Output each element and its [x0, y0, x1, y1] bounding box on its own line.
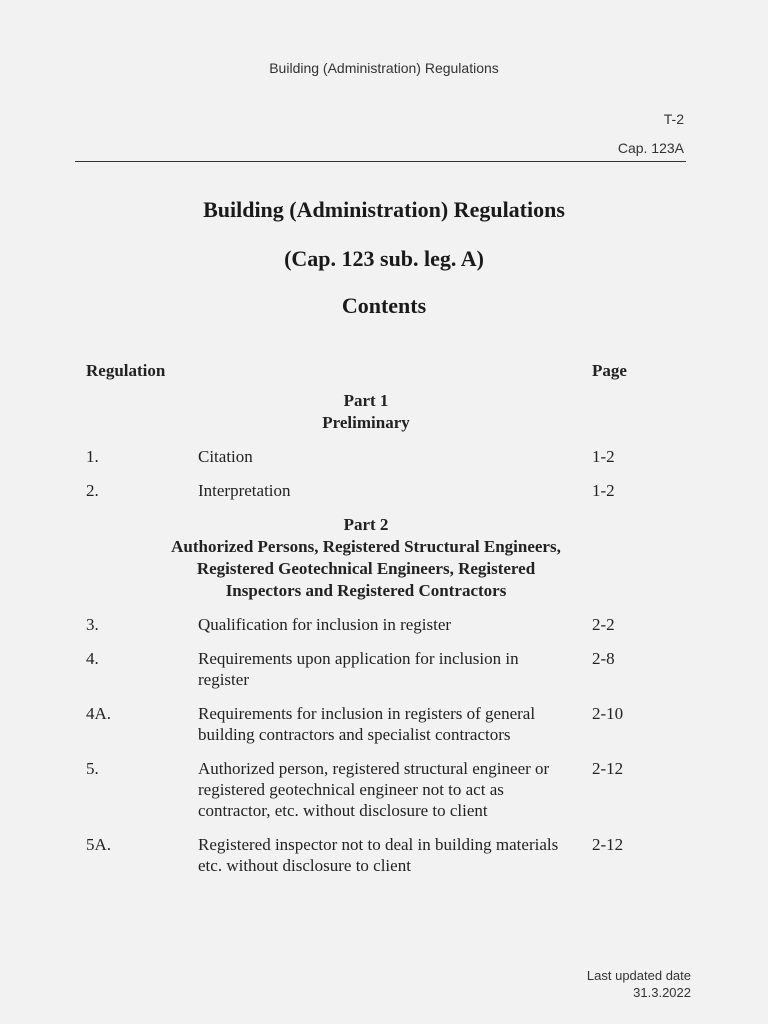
page-number: 2-8: [592, 649, 615, 668]
regulation-column-header: Regulation: [86, 361, 166, 380]
chapter-reference: Cap. 123A: [617, 140, 684, 156]
page-column-header: Page: [592, 361, 627, 380]
regulation-number: 4A.: [86, 704, 112, 723]
contents-heading: Contents: [341, 293, 427, 318]
regulation-title: Requirements for inclusion in registers of general building contractors and specialist contractors: [198, 704, 536, 744]
toc-row[interactable]: [86, 703, 686, 745]
regulation-title: Qualification for inclusion in register: [198, 615, 452, 634]
last-updated-date: 31.3.2022: [633, 985, 691, 1000]
part-name: Authorized Persons, Registered Structural Engineers, Registered Geotechnical Engineers, Registered Inspectors and Registered Contractors: [171, 537, 561, 600]
last-updated-label: Last updated date: [586, 968, 691, 983]
regulation-title: Authorized person, registered structural engineer or registered geotechnical engineer not to act as contractor, etc. without disclosure to client: [198, 759, 550, 820]
toc-row[interactable]: [86, 480, 686, 501]
page-number: 2-12: [592, 759, 624, 778]
header-divider: [75, 161, 686, 162]
part-label: Part 2: [343, 515, 389, 534]
part-heading: [86, 390, 686, 434]
document-title: Building (Administration) Regulations: [203, 197, 565, 222]
page-number: 2-12: [592, 835, 624, 854]
toc-row[interactable]: [86, 614, 686, 635]
page-number: 1-2: [592, 447, 615, 466]
regulation-number: 5.: [86, 759, 99, 778]
toc-row[interactable]: [86, 446, 686, 467]
regulation-title: Registered inspector not to deal in building materials etc. without disclosure to client: [198, 835, 559, 875]
part-label: Part 1: [343, 391, 389, 410]
part-heading: [86, 514, 686, 602]
reference-block: [618, 110, 684, 168]
regulation-number: 2.: [86, 481, 99, 500]
regulation-number: 5A.: [86, 835, 112, 854]
regulation-title: Citation: [198, 447, 253, 466]
regulation-number: 1.: [86, 447, 99, 466]
page-reference: T-2: [663, 111, 684, 127]
page-number: 2-10: [592, 704, 624, 723]
running-header-title: Building (Administration) Regulations: [269, 60, 499, 76]
toc-row[interactable]: [86, 758, 686, 821]
part-name: Preliminary: [322, 413, 410, 432]
toc-row[interactable]: [86, 834, 686, 876]
toc-column-headers: [86, 360, 686, 382]
document-subtitle: (Cap. 123 sub. leg. A): [284, 246, 484, 271]
page-number: 2-2: [592, 615, 615, 634]
table-of-contents: [86, 360, 686, 889]
regulation-number: 4.: [86, 649, 99, 668]
footer: [587, 967, 691, 1001]
regulation-title: Interpretation: [198, 481, 291, 500]
page-number: 1-2: [592, 481, 615, 500]
toc-row[interactable]: [86, 648, 686, 690]
regulation-number: 3.: [86, 615, 99, 634]
regulation-title: Requirements upon application for inclusion in register: [198, 649, 519, 689]
